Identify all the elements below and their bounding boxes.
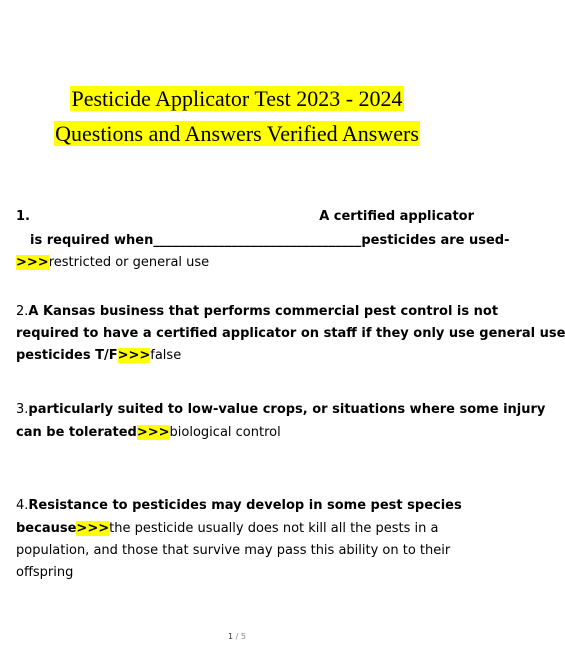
question-2-line-2: required to have a certified applicator on staff if they only use general use: [16, 326, 565, 341]
answer-marker: >>>: [136, 425, 170, 440]
question-2-line-3: pesticides T/F>>>false: [16, 348, 182, 363]
question-1-text-part-1: A certified applicator: [319, 209, 474, 224]
question-4-line-1: 4.Resistance to pesticides may develop in some pest species: [16, 498, 462, 513]
answer-marker: >>>: [117, 348, 151, 363]
question-1-line-2: is required when________________________________pesticides are used-: [30, 233, 510, 248]
total-pages: 5: [240, 632, 246, 641]
answer-marker: >>>: [76, 521, 110, 536]
answer-marker: >>>: [16, 255, 49, 270]
question-3-answer: biological control: [169, 425, 281, 440]
question-2-number: 2.: [16, 304, 29, 319]
question-4-answer-part-2: population, and those that survive may pass this ability on to their: [16, 543, 451, 558]
question-4-answer-part-1: the pesticide usually does not kill all the pests in a: [109, 521, 439, 536]
title-highlight: Pesticide Applicator Test 2023 - 2024: [71, 86, 403, 111]
question-4-number: 4.: [16, 498, 29, 513]
current-page: 1: [228, 632, 234, 641]
question-4-line-2: because>>>the pesticide usually does not kill all the pests in a: [16, 521, 439, 536]
question-4-line-3: [16, 539, 474, 563]
question-4-answer-part-3: offspring: [16, 565, 74, 580]
question-2-line-1: 2.A Kansas business that performs commercial pest control is not: [16, 304, 499, 319]
question-3-line-1: 3.particularly suited to low-value crops, or situations where some injury: [16, 402, 546, 417]
question-3-number: 3.: [16, 402, 29, 417]
question-3-line-2: can be tolerated>>>biological control: [16, 425, 281, 440]
page-indicator: 1 / 5: [228, 632, 246, 641]
question-1-blank: ________________________________: [153, 233, 362, 248]
question-1-number: 1.: [16, 209, 30, 224]
question-4-line-4: [16, 561, 474, 585]
document-title-line-2: [0, 119, 474, 149]
document-title-line-1: [0, 84, 474, 114]
question-2-answer: false: [150, 348, 182, 363]
question-1-line-1: [16, 205, 474, 229]
question-1-answer-line: [16, 251, 474, 275]
question-1-answer: restricted or general use: [48, 255, 210, 270]
subtitle-highlight: Questions and Answers Verified Answers: [55, 121, 419, 146]
